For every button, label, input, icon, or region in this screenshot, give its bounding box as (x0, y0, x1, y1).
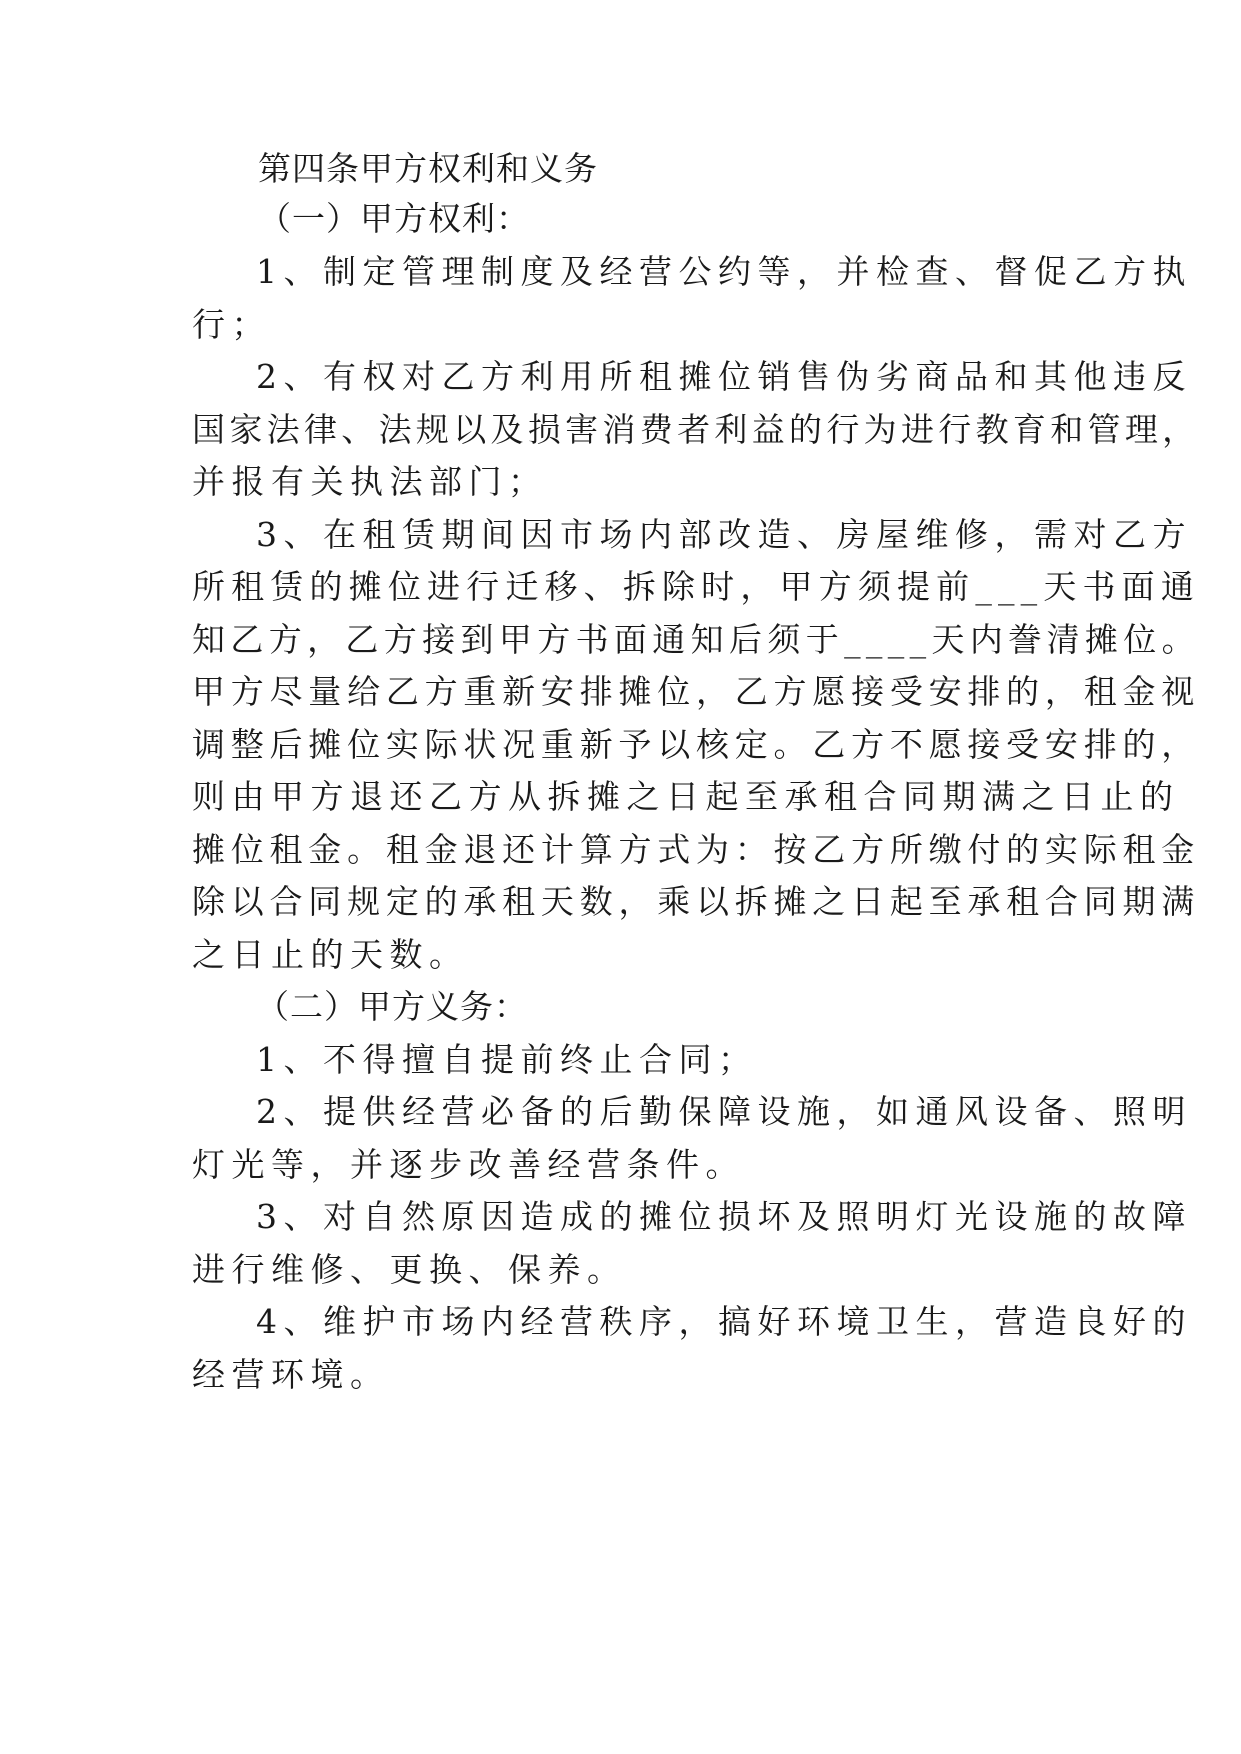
paragraph-line: 甲方尽量给乙方重新安排摊位，乙方愿接受安排的，租金视 (192, 672, 1200, 711)
paragraph-line: 国家法律、法规以及损害消费者利益的行为进行教育和管理， (192, 410, 1200, 449)
paragraph-line: 经营环境。 (192, 1355, 390, 1394)
paragraph-line: 所租赁的摊位进行迁移、拆除时，甲方须提前___天书面通 (192, 567, 1200, 606)
paragraph-line: 知乙方，乙方接到甲方书面通知后须于____天内誊清摊位。 (192, 620, 1200, 659)
article-heading: 第四条甲方权利和义务 (258, 149, 598, 188)
paragraph-line: 2、有权对乙方利用所租摊位销售伪劣商品和其他违反 (256, 357, 1192, 396)
section-heading-obligations: （二）甲方义务： (256, 987, 528, 1026)
section-heading-rights: （一）甲方权利： (258, 199, 530, 238)
paragraph-line: 3、对自然原因造成的摊位损坏及照明灯光设施的故障 (256, 1197, 1192, 1236)
paragraph-line: 之日止的天数。 (192, 935, 469, 974)
paragraph-line: 除以合同规定的承租天数，乘以拆摊之日起至承租合同期满 (192, 882, 1200, 921)
paragraph-line: 1、制定管理制度及经营公约等，并检查、督促乙方执 (256, 252, 1192, 291)
paragraph-line: 行； (192, 305, 271, 344)
paragraph-line: 则由甲方退还乙方从拆摊之日起至承租合同期满之日止的 (192, 777, 1180, 816)
paragraph-line: 进行维修、更换、保养。 (192, 1250, 627, 1289)
paragraph-line: 并报有关执法部门； (192, 462, 548, 501)
paragraph-line: 2、提供经营必备的后勤保障设施，如通风设备、照明 (256, 1092, 1192, 1131)
paragraph-line: 灯光等，并逐步改善经营条件。 (192, 1145, 745, 1184)
paragraph-line: 3、在租赁期间因市场内部改造、房屋维修，需对乙方 (256, 515, 1192, 554)
paragraph-line: 1、不得擅自提前终止合同； (256, 1040, 758, 1079)
paragraph-line: 摊位租金。租金退还计算方式为：按乙方所缴付的实际租金 (192, 830, 1200, 869)
paragraph-line: 4、维护市场内经营秩序，搞好环境卫生，营造良好的 (256, 1302, 1192, 1341)
paragraph-line: 调整后摊位实际状况重新予以核定。乙方不愿接受安排的， (192, 725, 1200, 764)
